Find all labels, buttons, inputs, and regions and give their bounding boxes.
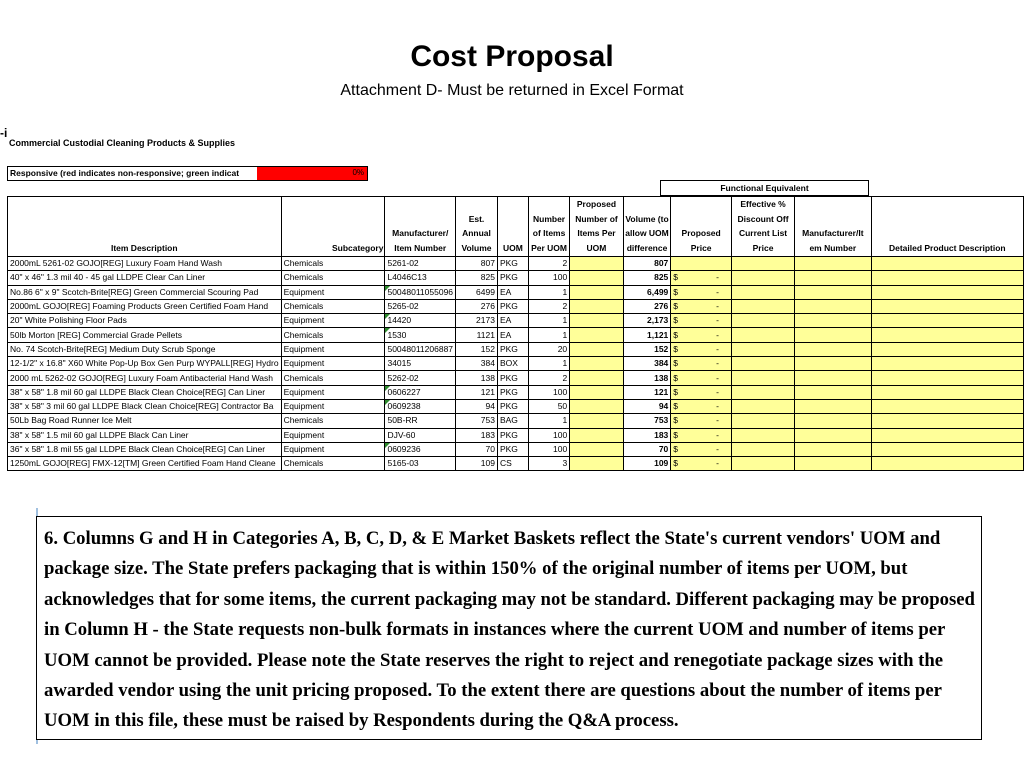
price-dash: - (716, 343, 719, 354)
cell-items-per-uom: 2 (528, 299, 569, 313)
col-fe-manufacturer-item-number: Manufacturer/It em Number (795, 197, 872, 257)
cell-fe-manufacturer-item-number (795, 428, 872, 442)
cell-proposed-price (671, 428, 732, 442)
cell-proposed-items-per-uom (570, 371, 624, 385)
cell-proposed-items-per-uom (570, 442, 624, 456)
cell-volume-uom-difference: 6,499 (623, 285, 671, 299)
cell-est-annual-volume: 2173 (456, 314, 498, 328)
cell-proposed-items-per-uom (570, 385, 624, 399)
cell-detailed-product-description (871, 371, 1023, 385)
cell-fe-manufacturer-item-number (795, 271, 872, 285)
cell-proposed-price (671, 257, 732, 271)
table-row (8, 314, 1024, 328)
price-dash: - (716, 301, 719, 312)
price-dash: - (716, 286, 719, 297)
cell-proposed-items-per-uom (570, 299, 624, 313)
cell-effective-discount (732, 328, 795, 342)
cell-fe-manufacturer-item-number (795, 285, 872, 299)
price-dash: - (716, 272, 719, 283)
table-row (8, 328, 1024, 342)
cell-items-per-uom: 1 (528, 328, 569, 342)
col-item-description: Item Description (8, 197, 282, 257)
price-currency-symbol: $ (673, 301, 679, 312)
price-currency-symbol: $ (673, 286, 679, 297)
cell-fe-manufacturer-item-number (795, 357, 872, 371)
notice-box (36, 516, 982, 740)
cell-items-per-uom: 2 (528, 257, 569, 271)
cell-effective-discount (732, 442, 795, 456)
header-row (8, 197, 1024, 257)
cell-items-per-uom: 50 (528, 399, 569, 413)
page-title: Cost Proposal (410, 40, 614, 73)
cell-detailed-product-description (871, 457, 1023, 471)
cell-item-description: 38" x 58" 3 mil 60 gal LLDPE Black Clean Choice[REG] Contractor Ba (8, 399, 282, 413)
price-currency-symbol: $ (673, 358, 679, 369)
cell-est-annual-volume: 138 (456, 371, 498, 385)
table-row (8, 371, 1024, 385)
cell-subcategory: Equipment (281, 342, 385, 356)
price-dash: - (716, 386, 719, 397)
cell-uom: PKG (497, 442, 528, 456)
cell-uom: PKG (497, 342, 528, 356)
cell-volume-uom-difference: 753 (623, 414, 671, 428)
cell-uom: PKG (497, 271, 528, 285)
cell-uom: PKG (497, 257, 528, 271)
cell-detailed-product-description (871, 428, 1023, 442)
cell-item-description: 12-1/2" x 16.8" X60 White Pop-Up Box Gen Purp WYPALL[REG] Hydro (8, 357, 282, 371)
cell-volume-uom-difference: 152 (623, 342, 671, 356)
cell-subcategory: Equipment (281, 285, 385, 299)
spreadsheet-image (0, 128, 1024, 478)
cell-est-annual-volume: 121 (456, 385, 498, 399)
cell-item-description: 2000mL GOJO[REG] Foaming Products Green Certified Foam Hand (8, 299, 282, 313)
price-currency-symbol: $ (673, 429, 679, 440)
table-row (8, 399, 1024, 413)
cell-fe-manufacturer-item-number (795, 414, 872, 428)
cell-subcategory: Chemicals (281, 328, 385, 342)
col-est-annual-volume: Est. Annual Volume (456, 197, 498, 257)
cell-effective-discount (732, 271, 795, 285)
price-currency-symbol: $ (673, 343, 679, 354)
cell-proposed-price (671, 299, 732, 313)
cell-item-description: 50Lb Bag Road Runner Ice Melt (8, 414, 282, 428)
cell-uom: BAG (497, 414, 528, 428)
cell-volume-uom-difference: 138 (623, 371, 671, 385)
cell-subcategory: Equipment (281, 314, 385, 328)
price-dash: - (716, 458, 719, 469)
price-currency-symbol: $ (673, 401, 679, 412)
cell-manufacturer-item-number: 50B-RR (385, 414, 456, 428)
cell-est-annual-volume: 109 (456, 457, 498, 471)
cost-table (7, 196, 1024, 471)
cell-subcategory: Chemicals (281, 414, 385, 428)
cell-fe-manufacturer-item-number (795, 399, 872, 413)
cell-fe-manufacturer-item-number (795, 299, 872, 313)
cell-effective-discount (732, 385, 795, 399)
table-row (8, 428, 1024, 442)
price-currency-symbol: $ (673, 415, 679, 426)
cell-est-annual-volume: 183 (456, 428, 498, 442)
price-dash: - (716, 315, 719, 326)
cell-est-annual-volume: 6499 (456, 285, 498, 299)
cell-effective-discount (732, 357, 795, 371)
cell-proposed-price (671, 414, 732, 428)
cell-effective-discount (732, 314, 795, 328)
cell-items-per-uom: 20 (528, 342, 569, 356)
cell-detailed-product-description (871, 285, 1023, 299)
price-currency-symbol: $ (673, 315, 679, 326)
cell-proposed-price (671, 399, 732, 413)
sheet-heading: Commercial Custodial Cleaning Products & Supplies (9, 138, 236, 148)
cell-manufacturer-item-number: 1530 (385, 328, 456, 342)
cell-fe-manufacturer-item-number (795, 314, 872, 328)
cell-subcategory: Chemicals (281, 299, 385, 313)
cell-items-per-uom: 3 (528, 457, 569, 471)
cell-manufacturer-item-number: 5265-02 (385, 299, 456, 313)
cell-uom: PKG (497, 428, 528, 442)
cell-item-description: No.86 6" x 9" Scotch-Brite[REG] Green Commercial Scouring Pad (8, 285, 282, 299)
col-manufacturer-item-number: Manufacturer/ Item Number (385, 197, 456, 257)
cell-detailed-product-description (871, 342, 1023, 356)
cell-items-per-uom: 100 (528, 385, 569, 399)
col-items-per-uom: Number of Items Per UOM (528, 197, 569, 257)
cell-proposed-items-per-uom (570, 357, 624, 371)
cell-proposed-items-per-uom (570, 399, 624, 413)
cell-proposed-price (671, 314, 732, 328)
cell-items-per-uom: 1 (528, 414, 569, 428)
cell-items-per-uom: 100 (528, 271, 569, 285)
cell-effective-discount (732, 257, 795, 271)
col-volume-uom-difference: Volume (to allow UOM difference (623, 197, 671, 257)
cell-fe-manufacturer-item-number (795, 457, 872, 471)
cell-proposed-price (671, 342, 732, 356)
cell-effective-discount (732, 399, 795, 413)
cell-proposed-price (671, 328, 732, 342)
table-row (8, 385, 1024, 399)
cell-uom: EA (497, 314, 528, 328)
cell-est-annual-volume: 384 (456, 357, 498, 371)
price-currency-symbol: $ (673, 372, 679, 383)
responsive-value: 0% (352, 168, 364, 177)
cell-item-description: 36" x 58" 1.8 mil 55 gal LLDPE Black Clean Choice[REG] Can Liner (8, 442, 282, 456)
table-row (8, 271, 1024, 285)
cell-manufacturer-item-number: 5261-02 (385, 257, 456, 271)
cell-volume-uom-difference: 70 (623, 442, 671, 456)
cell-proposed-price (671, 385, 732, 399)
col-proposed-items-per-uom: Proposed Number of Items Per UOM (570, 197, 624, 257)
cell-subcategory: Chemicals (281, 457, 385, 471)
cell-subcategory: Equipment (281, 357, 385, 371)
cell-fe-manufacturer-item-number (795, 385, 872, 399)
cell-detailed-product-description (871, 314, 1023, 328)
price-currency-symbol: $ (673, 272, 679, 283)
cell-subcategory: Chemicals (281, 257, 385, 271)
table-row (8, 285, 1024, 299)
cell-subcategory: Equipment (281, 428, 385, 442)
cell-proposed-items-per-uom (570, 257, 624, 271)
cell-proposed-price (671, 442, 732, 456)
price-dash: - (716, 401, 719, 412)
cell-detailed-product-description (871, 399, 1023, 413)
cell-manufacturer-item-number: 0609238 (385, 399, 456, 413)
cell-item-description: 40" x 46" 1.3 mil 40 - 45 gal LLDPE Clear Can Liner (8, 271, 282, 285)
responsive-label: Responsive (red indicates non-responsive; green indicat (10, 168, 240, 178)
cell-est-annual-volume: 152 (456, 342, 498, 356)
price-dash: - (716, 429, 719, 440)
price-currency-symbol: $ (673, 458, 679, 469)
cell-fe-manufacturer-item-number (795, 328, 872, 342)
cell-manufacturer-item-number: 50048011206887 (385, 342, 456, 356)
col-effective-discount: Effective % Discount Off Current List Price (732, 197, 795, 257)
price-dash: - (716, 372, 719, 383)
cell-volume-uom-difference: 2,173 (623, 314, 671, 328)
cell-proposed-items-per-uom (570, 328, 624, 342)
table-row (8, 257, 1024, 271)
cell-volume-uom-difference: 109 (623, 457, 671, 471)
cell-proposed-price (671, 357, 732, 371)
cell-uom: PKG (497, 385, 528, 399)
cell-subcategory: Chemicals (281, 271, 385, 285)
cell-est-annual-volume: 1121 (456, 328, 498, 342)
table-body (8, 257, 1024, 471)
cell-uom: PKG (497, 299, 528, 313)
table-row (8, 342, 1024, 356)
cell-detailed-product-description (871, 414, 1023, 428)
cell-detailed-product-description (871, 299, 1023, 313)
cell-fe-manufacturer-item-number (795, 257, 872, 271)
col-detailed-product-description: Detailed Product Description (871, 197, 1023, 257)
cell-item-description: 50lb Morton [REG] Commercial Grade Pellets (8, 328, 282, 342)
cell-proposed-price (671, 371, 732, 385)
cell-fe-manufacturer-item-number (795, 371, 872, 385)
responsive-indicator (7, 166, 368, 181)
cell-items-per-uom: 100 (528, 442, 569, 456)
cell-fe-manufacturer-item-number (795, 442, 872, 456)
table-row (8, 414, 1024, 428)
price-currency-symbol: $ (673, 329, 679, 340)
table-row (8, 299, 1024, 313)
cell-manufacturer-item-number: 5262-02 (385, 371, 456, 385)
cell-effective-discount (732, 428, 795, 442)
price-currency-symbol: $ (673, 444, 679, 454)
cell-manufacturer-item-number: 0606227 (385, 385, 456, 399)
table-row (8, 357, 1024, 371)
cell-uom: PKG (497, 371, 528, 385)
table-row (8, 457, 1024, 471)
cell-effective-discount (732, 371, 795, 385)
cell-volume-uom-difference: 94 (623, 399, 671, 413)
cell-volume-uom-difference: 825 (623, 271, 671, 285)
col-subcategory: Subcategory (281, 197, 385, 257)
cell-manufacturer-item-number: 5165-03 (385, 457, 456, 471)
cell-volume-uom-difference: 276 (623, 299, 671, 313)
cell-item-description: 2000 mL 5262-02 GOJO[REG] Luxury Foam Antibacterial Hand Wash (8, 371, 282, 385)
cell-items-per-uom: 2 (528, 371, 569, 385)
cell-items-per-uom: 1 (528, 357, 569, 371)
cell-uom: EA (497, 328, 528, 342)
price-dash: - (716, 444, 719, 454)
cell-subcategory: Chemicals (281, 371, 385, 385)
cell-items-per-uom: 1 (528, 314, 569, 328)
cell-proposed-items-per-uom (570, 428, 624, 442)
cell-uom: PKG (497, 399, 528, 413)
cell-manufacturer-item-number: DJV-60 (385, 428, 456, 442)
cell-proposed-price (671, 285, 732, 299)
col-proposed-price: Proposed Price (671, 197, 732, 257)
cell-uom: BOX (497, 357, 528, 371)
cell-detailed-product-description (871, 442, 1023, 456)
cell-uom: EA (497, 285, 528, 299)
cell-manufacturer-item-number: 14420 (385, 314, 456, 328)
cell-detailed-product-description (871, 328, 1023, 342)
cell-proposed-items-per-uom (570, 414, 624, 428)
cell-effective-discount (732, 457, 795, 471)
page-subtitle: Attachment D- Must be returned in Excel Format (340, 82, 684, 99)
responsive-red-cell (257, 167, 367, 180)
cell-volume-uom-difference: 1,121 (623, 328, 671, 342)
cell-uom: CS (497, 457, 528, 471)
cell-est-annual-volume: 825 (456, 271, 498, 285)
cell-volume-uom-difference: 807 (623, 257, 671, 271)
cell-proposed-items-per-uom (570, 314, 624, 328)
cell-items-per-uom: 1 (528, 285, 569, 299)
cell-est-annual-volume: 807 (456, 257, 498, 271)
price-dash: - (716, 358, 719, 369)
cell-proposed-items-per-uom (570, 271, 624, 285)
notice-text: 6. Columns G and H in Categories A, B, C, D, & E Market Baskets reflect the State's current vendors' UOM and package size. The State prefers packaging that is within 150% of the original number of items per UOM, but acknowledges that for some items, the current packaging may not be standard. Different packaging may be proposed in Column H - the State requests non-bulk formats in instances where the current UOM and number of items per UOM cannot be provided. Please note the State reserves the right to reject and renegotiate package sizes with the awarded vendor using the unit pricing proposed. To the extent there are questions about the number of items per UOM in this file, these must be raised by Respondents during the Q&A process. (44, 528, 975, 732)
cell-est-annual-volume: 70 (456, 442, 498, 456)
cell-volume-uom-difference: 121 (623, 385, 671, 399)
cell-detailed-product-description (871, 357, 1023, 371)
cell-item-description: No. 74 Scotch-Brite[REG] Medium Duty Scrub Sponge (8, 342, 282, 356)
cell-items-per-uom: 100 (528, 428, 569, 442)
cell-item-description: 38" x 58" 1.8 mil 60 gal LLDPE Black Clean Choice[REG] Can Liner (8, 385, 282, 399)
cell-effective-discount (732, 342, 795, 356)
cell-volume-uom-difference: 384 (623, 357, 671, 371)
cell-est-annual-volume: 753 (456, 414, 498, 428)
table-row (8, 442, 1024, 456)
cell-fe-manufacturer-item-number (795, 342, 872, 356)
cell-volume-uom-difference: 183 (623, 428, 671, 442)
cell-proposed-items-per-uom (570, 342, 624, 356)
cell-effective-discount (732, 299, 795, 313)
price-currency-symbol: $ (673, 386, 679, 397)
cell-item-description: 1250mL GOJO[REG] FMX-12[TM] Green Certified Foam Hand Cleane (8, 457, 282, 471)
cell-effective-discount (732, 414, 795, 428)
cell-subcategory: Equipment (281, 385, 385, 399)
cell-effective-discount (732, 285, 795, 299)
cell-proposed-price (671, 457, 732, 471)
cell-manufacturer-item-number: L4046C13 (385, 271, 456, 285)
cell-proposed-items-per-uom (570, 457, 624, 471)
functional-equivalent-header: Functional Equivalent (660, 180, 869, 196)
cell-item-description: 20" White Polishing Floor Pads (8, 314, 282, 328)
cell-subcategory: Equipment (281, 442, 385, 456)
price-dash: - (716, 329, 719, 340)
cell-manufacturer-item-number: 50048011055096 (385, 285, 456, 299)
cell-item-description: 38" x 58" 1.5 mil 60 gal LLDPE Black Can Liner (8, 428, 282, 442)
cell-manufacturer-item-number: 34015 (385, 357, 456, 371)
cell-manufacturer-item-number: 0609236 (385, 442, 456, 456)
cell-detailed-product-description (871, 257, 1023, 271)
cell-detailed-product-description (871, 385, 1023, 399)
corner-mark: -i (0, 128, 8, 140)
cell-item-description: 2000mL 5261-02 GOJO[REG] Luxury Foam Hand Wash (8, 257, 282, 271)
cell-subcategory: Equipment (281, 399, 385, 413)
col-uom: UOM (497, 197, 528, 257)
cell-detailed-product-description (871, 271, 1023, 285)
cell-proposed-price (671, 271, 732, 285)
cell-est-annual-volume: 94 (456, 399, 498, 413)
cell-proposed-items-per-uom (570, 285, 624, 299)
cell-est-annual-volume: 276 (456, 299, 498, 313)
price-dash: - (716, 415, 719, 426)
